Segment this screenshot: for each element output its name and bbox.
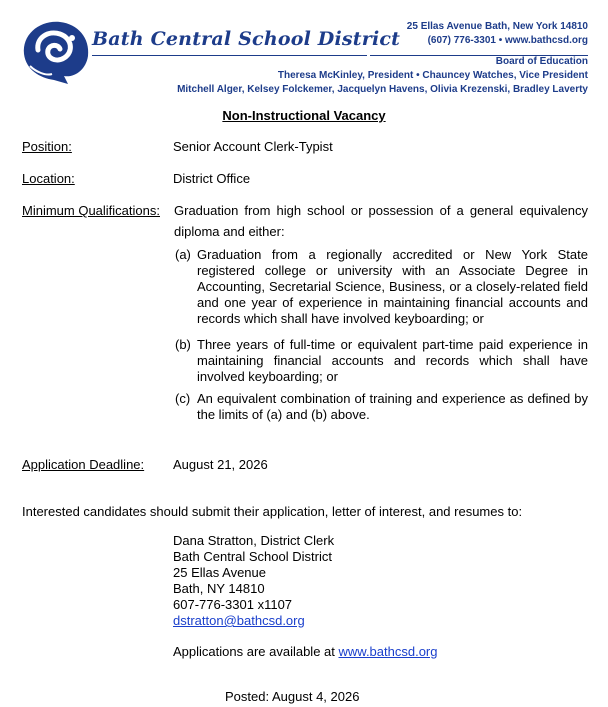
- position-value: Senior Account Clerk-Typist: [173, 139, 333, 154]
- applications-note: [173, 644, 438, 660]
- location-value: District Office: [173, 171, 251, 186]
- qualification-c-text: An equivalent combination of training and experience as defined by the limits of (a) and (b) above.: [197, 391, 588, 422]
- contact-block: [173, 533, 334, 629]
- qualifications-intro-line2: diploma and either:: [174, 224, 285, 239]
- qualification-c-letter: (c): [175, 391, 191, 406]
- district-address-block: [407, 20, 588, 48]
- deadline-label: Application Deadline:: [22, 457, 145, 472]
- website-link[interactable]: www.bathcsd.org: [338, 644, 438, 659]
- qualification-a-letter: (a): [175, 247, 191, 262]
- board-heading: Board of Education: [495, 56, 588, 67]
- position-label: Position:: [22, 139, 72, 154]
- contact-phone: 607-776-3301 x1107: [173, 597, 293, 612]
- deadline-value: August 21, 2026: [173, 457, 268, 472]
- board-officers: Theresa McKinley, President • Chauncey Watches, Vice President: [277, 70, 588, 81]
- page-title: Non-Instructional Vacancy: [222, 108, 386, 123]
- district-name: Bath Central School District: [92, 28, 401, 50]
- district-contact: (607) 776-3301 • www.bathcsd.org: [427, 35, 588, 46]
- contact-email-link[interactable]: dstratton@bathcsd.org: [173, 613, 305, 628]
- qualification-b-text: Three years of full-time or equivalent part-time paid experience in maintaining financial accounts and records which shall have involved keyboarding; or: [197, 337, 588, 384]
- district-address: 25 Ellas Avenue Bath, New York 14810: [406, 21, 588, 32]
- board-block: [177, 55, 588, 97]
- qualification-b-letter: (b): [175, 337, 191, 352]
- contact-city: Bath, NY 14810: [173, 581, 265, 596]
- contact-street: 25 Ellas Avenue: [173, 565, 266, 580]
- qualification-a-text: Graduation from a regionally accredited or New York State registered college or university with an Associate Degree in Accounting, Secretarial Science, Business, or a closely-related field and one year of experience in maintaining financial accounts and records which shall have involved keyboarding; or: [197, 247, 588, 326]
- applications-text: Applications are available at: [173, 644, 339, 659]
- contact-name: Dana Stratton, District Clerk: [173, 533, 335, 548]
- ram-logo-icon: [18, 14, 94, 90]
- board-members: Mitchell Alger, Kelsey Folckemer, Jacquelyn Havens, Olivia Krezenski, Bradley Laverty: [177, 84, 588, 95]
- qualifications-intro-line1: Graduation from high school or possession of a general equivalency: [174, 203, 588, 218]
- location-label: Location:: [22, 171, 75, 186]
- qualifications-label: Minimum Qualifications:: [22, 203, 160, 218]
- contact-organization: Bath Central School District: [173, 549, 332, 564]
- submit-note: Interested candidates should submit their application, letter of interest, and resumes to:: [22, 504, 523, 519]
- posted-date: Posted: August 4, 2026: [225, 689, 360, 704]
